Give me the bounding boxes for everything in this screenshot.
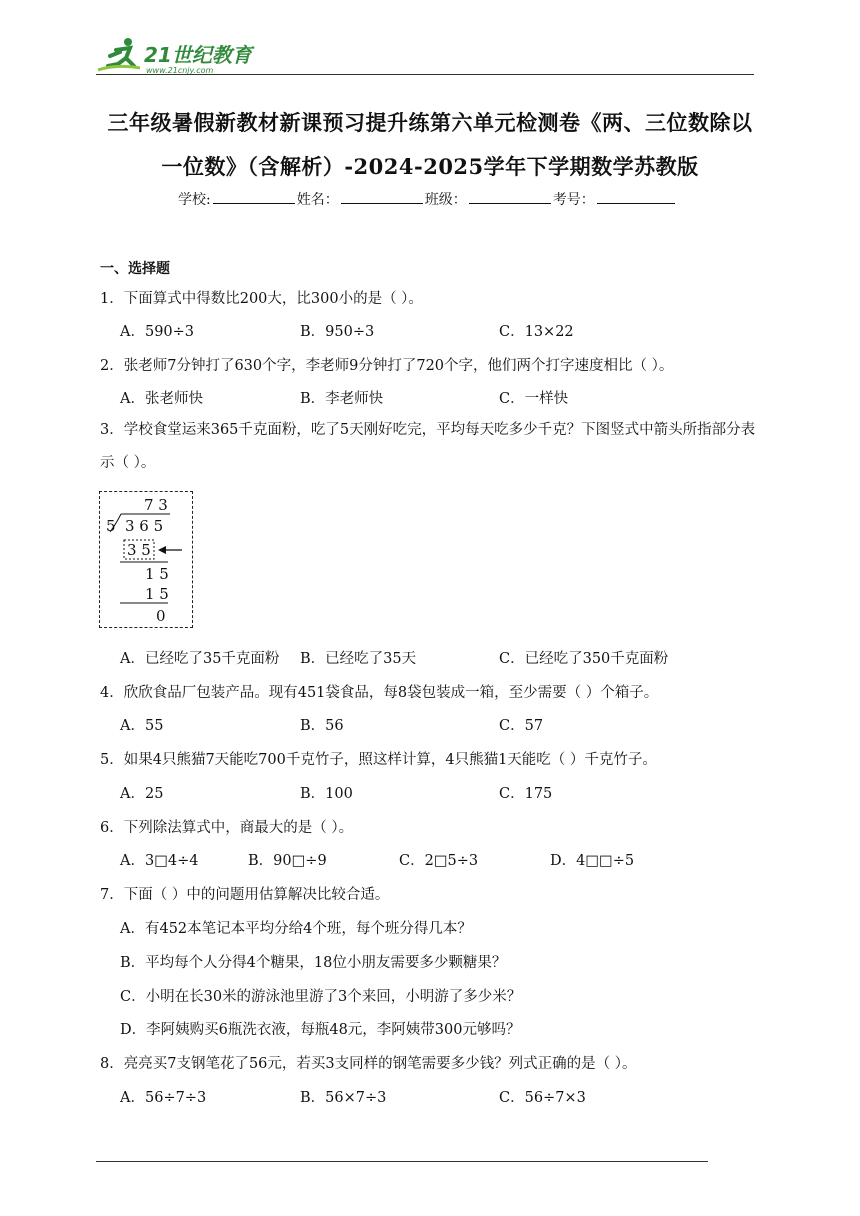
q6-option-a[interactable]: A．3□4÷4 bbox=[120, 853, 199, 869]
name-label: 姓名： bbox=[296, 192, 339, 208]
question-6: 6．下列除法算式中，商最大的是（ ）。 bbox=[100, 820, 354, 836]
logo-text: 21世纪教育 bbox=[144, 43, 252, 67]
header-divider bbox=[96, 74, 754, 75]
q6-option-b[interactable]: B．90□÷9 bbox=[248, 853, 327, 869]
division-remainder: 0 bbox=[156, 607, 166, 625]
q1-option-a[interactable]: A．590÷3 bbox=[120, 324, 195, 340]
q7-option-d[interactable]: D．李阿姨购买6瓶洗衣液，每瓶48元，李阿姨带300元够吗？ bbox=[120, 1022, 521, 1038]
q1-option-c[interactable]: C．13×22 bbox=[499, 324, 574, 340]
q2-option-a[interactable]: A．张老师快 bbox=[120, 391, 203, 407]
q2-option-b[interactable]: B．李老师快 bbox=[300, 391, 384, 407]
division-step2: 1 5 bbox=[145, 565, 169, 583]
class-label: 班级： bbox=[424, 192, 467, 208]
q7-option-b[interactable]: B．平均每个人分得4个糖果，18位小朋友需要多少颗糖果？ bbox=[120, 955, 507, 971]
q3-option-b[interactable]: B．已经吃了35天 bbox=[300, 651, 417, 667]
q5-option-b[interactable]: B．100 bbox=[300, 786, 353, 802]
q6-option-d[interactable]: D．4□□÷5 bbox=[550, 853, 635, 869]
name-field[interactable] bbox=[341, 190, 423, 204]
q5-option-c[interactable]: C．175 bbox=[499, 786, 553, 802]
division-step1: 3 5 bbox=[127, 541, 151, 559]
footer-divider bbox=[96, 1161, 708, 1162]
number-field[interactable] bbox=[597, 190, 675, 204]
q8-option-c[interactable]: C．56÷7×3 bbox=[499, 1090, 586, 1106]
q8-option-a[interactable]: A．56÷7÷3 bbox=[120, 1090, 207, 1106]
question-4: 4．欣欣食品厂包装产品。现有451袋食品，每8袋包装成一箱，至少需要（ ）个箱子。 bbox=[100, 685, 659, 701]
number-label: 考号： bbox=[552, 192, 595, 208]
logo-url: www.21cnjy.com bbox=[146, 66, 214, 75]
q1-option-b[interactable]: B．950÷3 bbox=[300, 324, 375, 340]
long-division-figure bbox=[99, 491, 193, 628]
q5-option-a[interactable]: A．25 bbox=[120, 786, 164, 802]
question-2: 2．张老师7分钟打了630个字，李老师9分钟打了720个字，他们两个打字速度相比（ ）。 bbox=[100, 358, 674, 374]
question-7: 7．下面（ ）中的问题用估算解决比较合适。 bbox=[100, 887, 390, 903]
division-quotient: 7 3 bbox=[144, 496, 168, 514]
division-divisor: 5 bbox=[106, 517, 116, 535]
division-dividend: 3 6 5 bbox=[125, 517, 164, 535]
class-field[interactable] bbox=[469, 190, 551, 204]
q7-option-a[interactable]: A．有452本笔记本平均分给4个班，每个班分得几本？ bbox=[120, 921, 472, 937]
question-5: 5．如果4只熊猫7天能吃700千克竹子，照这样计算，4只熊猫1天能吃（ ）千克竹子。 bbox=[100, 752, 657, 768]
question-3: 3．学校食堂运来365千克面粉，吃了5天刚好吃完，平均每天吃多少千克？下图竖式中箭头所指部分表示（ ）。 bbox=[100, 422, 756, 471]
section-heading: 一、选择题 bbox=[100, 261, 170, 277]
q7-option-c[interactable]: C．小明在长30米的游泳池里游了3个来回，小明游了多少米？ bbox=[120, 989, 522, 1005]
student-info-line bbox=[178, 189, 677, 209]
q4-option-b[interactable]: B．56 bbox=[300, 718, 344, 734]
division-step3: 1 5 bbox=[145, 585, 169, 603]
school-label: 学校: bbox=[178, 192, 211, 208]
arrow-left-icon bbox=[158, 546, 182, 554]
logo bbox=[96, 36, 266, 78]
q4-option-a[interactable]: A．55 bbox=[120, 718, 164, 734]
q8-option-b[interactable]: B．56×7÷3 bbox=[300, 1090, 387, 1106]
q2-option-c[interactable]: C．一样快 bbox=[499, 391, 569, 407]
q3-option-c[interactable]: C．已经吃了350千克面粉 bbox=[499, 651, 669, 667]
page-title-line2: 一位数》（含解析）-2024-2025学年下学期数学苏教版 bbox=[161, 154, 699, 179]
logo-runner-icon bbox=[98, 38, 140, 70]
school-field[interactable] bbox=[213, 190, 295, 204]
question-1: 1．下面算式中得数比200大，比300小的是（ ）。 bbox=[100, 291, 423, 307]
page-title-line1: 三年级暑假新教材新课预习提升练第六单元检测卷《两、三位数除以 bbox=[107, 110, 753, 135]
q4-option-c[interactable]: C．57 bbox=[499, 718, 544, 734]
question-8: 8．亮亮买7支钢笔花了56元，若买3支同样的钢笔需要多少钱？列式正确的是（ ）。 bbox=[100, 1056, 637, 1072]
q3-option-a[interactable]: A．已经吃了35千克面粉 bbox=[120, 651, 280, 667]
q6-option-c[interactable]: C．2□5÷3 bbox=[399, 853, 479, 869]
